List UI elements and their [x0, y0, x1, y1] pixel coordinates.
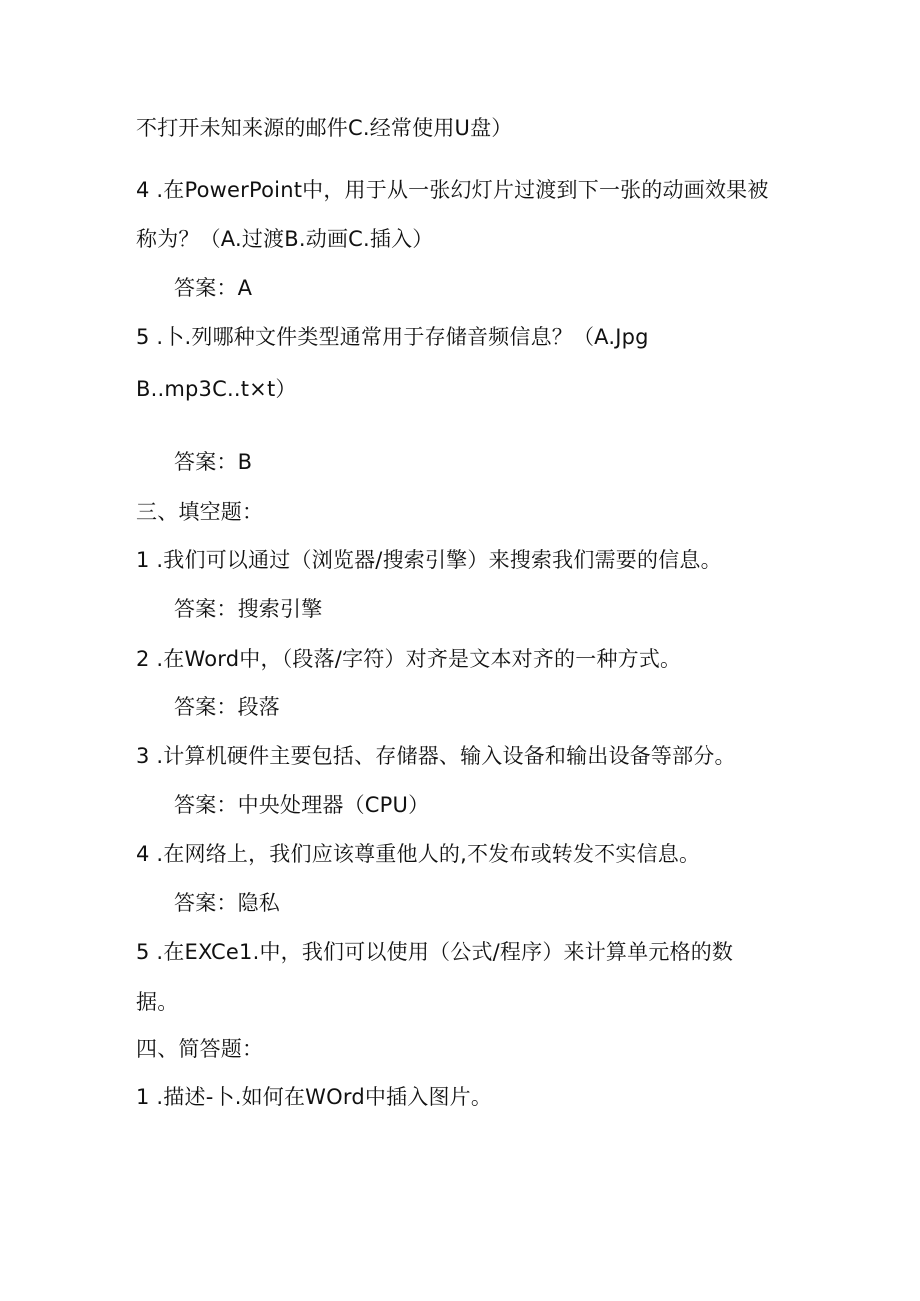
question-4-answer: 答案：A — [174, 276, 253, 300]
short-answer-question-1: 1 .描述-卜.如何在WOrd中插入图片。 — [136, 1085, 493, 1109]
fill-question-3: 3 .计算机硬件主要包括、存储器、输入设备和输出设备等部分。 — [136, 744, 736, 768]
question-4-options: 称为？（A.过渡B.动画C.插入） — [136, 227, 434, 251]
question-4-text: 4 .在PowerPoint中，用于从一张幻灯片过渡到下一张的动画效果被 — [136, 178, 769, 202]
section-short-answer-heading: 四、简答题： — [136, 1037, 264, 1061]
fill-answer-2: 答案：段落 — [174, 695, 280, 719]
question-3-options-end: 不打开未知来源的邮件C.经常使用U盘） — [136, 116, 513, 140]
fill-answer-1: 答案：搜索引擎 — [174, 597, 323, 621]
fill-answer-4: 答案：隐私 — [174, 891, 280, 915]
question-5-answer: 答案：B — [174, 450, 253, 474]
question-5-options: B..mp3C..t×t） — [136, 377, 297, 401]
section-fill-in-heading: 三、填空题： — [136, 500, 264, 524]
fill-answer-3: 答案：中央处理器（CPU） — [174, 793, 430, 817]
fill-question-2: 2 .在Word中，（段落/字符）对齐是文本对齐的一种方式。 — [136, 647, 682, 671]
fill-question-4: 4 .在网络上，我们应该尊重他人的,不发布或转发不实信息。 — [136, 842, 701, 866]
fill-question-5: 5 .在EXCe1.中，我们可以使用（公式/程序）来计算单元格的数 — [136, 940, 734, 964]
fill-question-5-cont: 据。 — [136, 990, 179, 1014]
fill-question-1: 1 .我们可以通过（浏览器/搜索引擎）来搜索我们需要的信息。 — [136, 548, 722, 572]
question-5-text: 5 .卜.列哪种文件类型通常用于存储音频信息？（A.Jpg — [136, 325, 649, 349]
